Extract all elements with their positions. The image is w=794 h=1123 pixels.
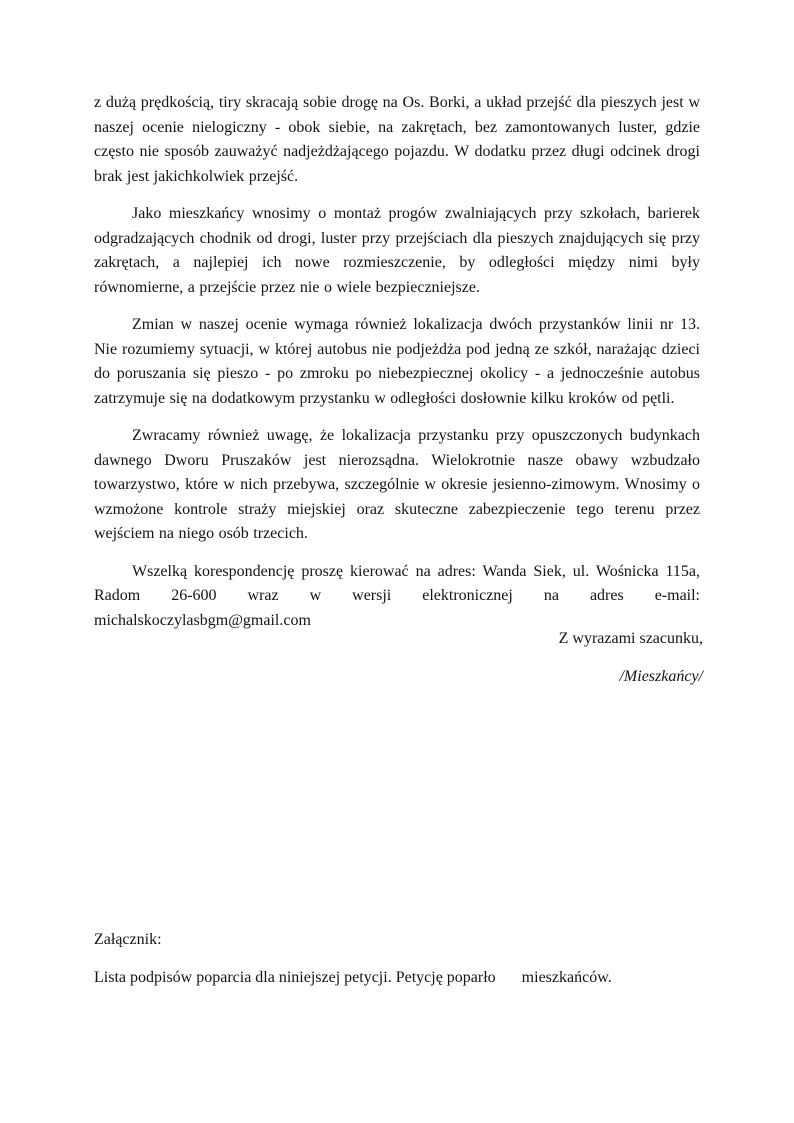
attachment-note-before-blank: Lista podpisów poparcia dla niniejszej petycji. Petycję poparło	[94, 968, 496, 986]
closing-block	[559, 627, 703, 689]
attachment-note	[94, 966, 700, 991]
letter-body	[94, 91, 700, 646]
body-paragraph: Zwracamy również uwagę, że lokalizacja przystanku przy opuszczonych budynkach dawnego Dworu Pruszaków jest nierozsądna. Wielokrotnie nasze obawy wzbudzało towarzystwo, które w nich przebywa, szczególnie w okresie jesienno-zimowym. Wnosimy o wzmożone kontrole straży miejskiej oraz skuteczne zabezpieczenie tego terenu przez wejściem na niego osób trzecich.	[94, 427, 700, 542]
attachment-block	[94, 928, 700, 990]
closing-salutation: Z wyrazami szacunku,	[558, 630, 703, 647]
attachment-heading: Załącznik:	[94, 931, 162, 948]
attachment-note-after-blank: mieszkańców.	[521, 968, 612, 986]
body-paragraph: z dużą prędkością, tiry skracają sobie drogę na Os. Borki, a układ przejść dla pieszych jest w naszej ocenie nielogiczny - obok siebie, na zakrętach, bez zamontowanych luster, gdzie często nie sposób zauważyć nadjeżdżającego pojazdu. W dodatku przez długi odcinek drogi brak jest jakichkolwiek przejść.	[94, 94, 700, 185]
body-paragraph: Wszelką korespondencję proszę kierować na adres: Wanda Siek, ul. Wośnicka 115a, Radom 26-600 wraz w wersji elektronicznej na adres e-mail: michalskoczylasbgm@gmail.com	[94, 562, 700, 629]
body-paragraph: Zmian w naszej ocenie wymaga również lokalizacja dwóch przystanków linii nr 13. Nie rozumiemy sytuacji, w której autobus nie podjeżdża pod jedną ze szkół, narażając dzieci do poruszania się pieszo - po zmroku po niebezpiecznej okolicy - a jednocześnie autobus zatrzymuje się na dodatkowym przystanku w odległości dosłownie kilku kroków od pętli.	[94, 316, 700, 407]
body-paragraph: Jako mieszkańcy wnosimy o montaż progów zwalniających przy szkołach, barierek odgradzających chodnik od drogi, luster przy przejściach dla pieszych znajdujących się przy zakrętach, a najlepiej ich nowe rozmieszczenie, by odległości między nimi były równomierne, a przejście przez nie o wiele bezpieczniejsze.	[94, 205, 700, 296]
closing-signature: /Mieszkańcy/	[619, 667, 703, 685]
